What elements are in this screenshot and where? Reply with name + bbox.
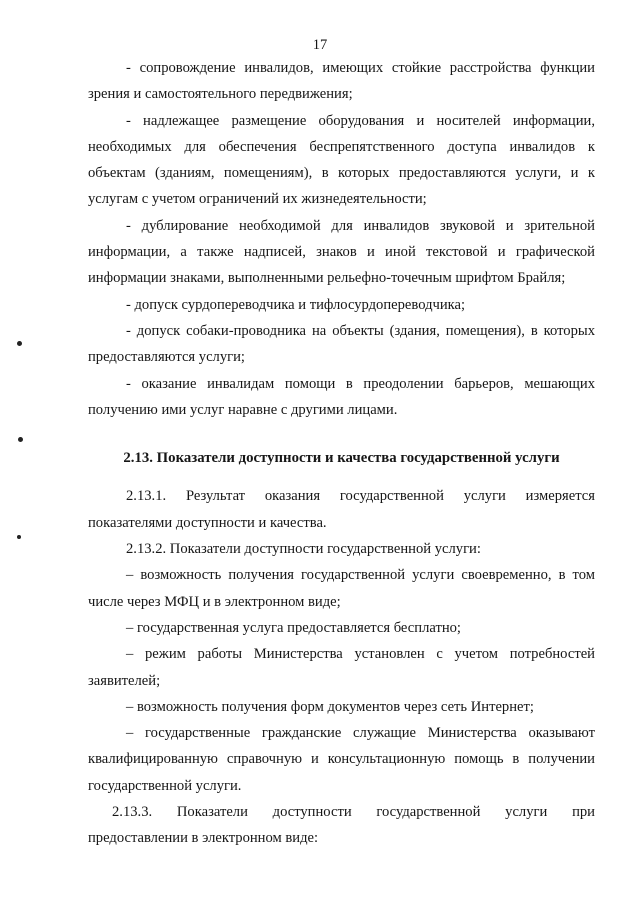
word: услуги <box>505 804 548 821</box>
list-item: - оказание инвалидам помощи в преодолении барьеров, мешающих получению ими услуг наравне с другими лицами. <box>88 375 595 418</box>
page-number: 17 <box>312 37 328 53</box>
paragraph: 2.13.1. Результат оказания государственной услуги измеряется показателями доступности и качества. <box>88 488 595 531</box>
document-body <box>88 55 595 852</box>
list-item: – государственная услуга предоставляется бесплатно; <box>126 619 461 636</box>
scan-margin-mark <box>17 341 22 346</box>
word: Показатели <box>176 804 248 821</box>
word: при <box>572 804 595 821</box>
word: государственной <box>376 804 481 821</box>
list-item: - сопровождение инвалидов, имеющих стойкие расстройства функции зрения и самостоятельного передвижения; <box>88 60 595 103</box>
list-item: - допуск сурдопереводчика и тифлосурдопереводчика; <box>126 296 466 313</box>
word: доступности <box>272 804 352 821</box>
list-item: – государственные гражданские служащие Министерства оказывают квалифицированную справочную и консультационную помощь в получении государственной услуги. <box>88 725 595 794</box>
scan-margin-mark <box>18 437 23 442</box>
list-item: - дублирование необходимой для инвалидов звуковой и зрительной информации, а также надписей, знаков и иной текстовой и графической информации знаками, выполненными рельефно-точечным шрифтом Брайля; <box>88 217 595 287</box>
scan-margin-mark <box>17 535 21 539</box>
list-item: – возможность получения форм документов через сеть Интернет; <box>126 698 534 715</box>
paragraph-continuation: предоставлении в электронном виде: <box>88 830 319 847</box>
word: 2.13.3. <box>112 804 153 821</box>
section-heading: 2.13. Показатели доступности и качества государственной услуги <box>123 450 560 467</box>
paragraph-first-line <box>88 799 595 825</box>
list-item: - допуск собаки-проводника на объекты (здания, помещения), в которых предоставляются услуги; <box>88 322 595 366</box>
list-item: – режим работы Министерства установлен с учетом потребностей заявителей; <box>88 646 595 689</box>
list-item: – возможность получения государственной услуги своевременно, в том числе через МФЦ и в электронном виде; <box>88 567 595 610</box>
paragraph-last <box>88 799 595 852</box>
list-item: - надлежащее размещение оборудования и носителей информации, необходимых для обеспечения беспрепятственного доступа инвалидов к объектам (зданиям, помещениям), в которых предоставляются услуги, и к услугам с учетом ограничений их жизнедеятельности; <box>88 112 595 208</box>
paragraph: 2.13.2. Показатели доступности государственной услуги: <box>126 541 481 558</box>
